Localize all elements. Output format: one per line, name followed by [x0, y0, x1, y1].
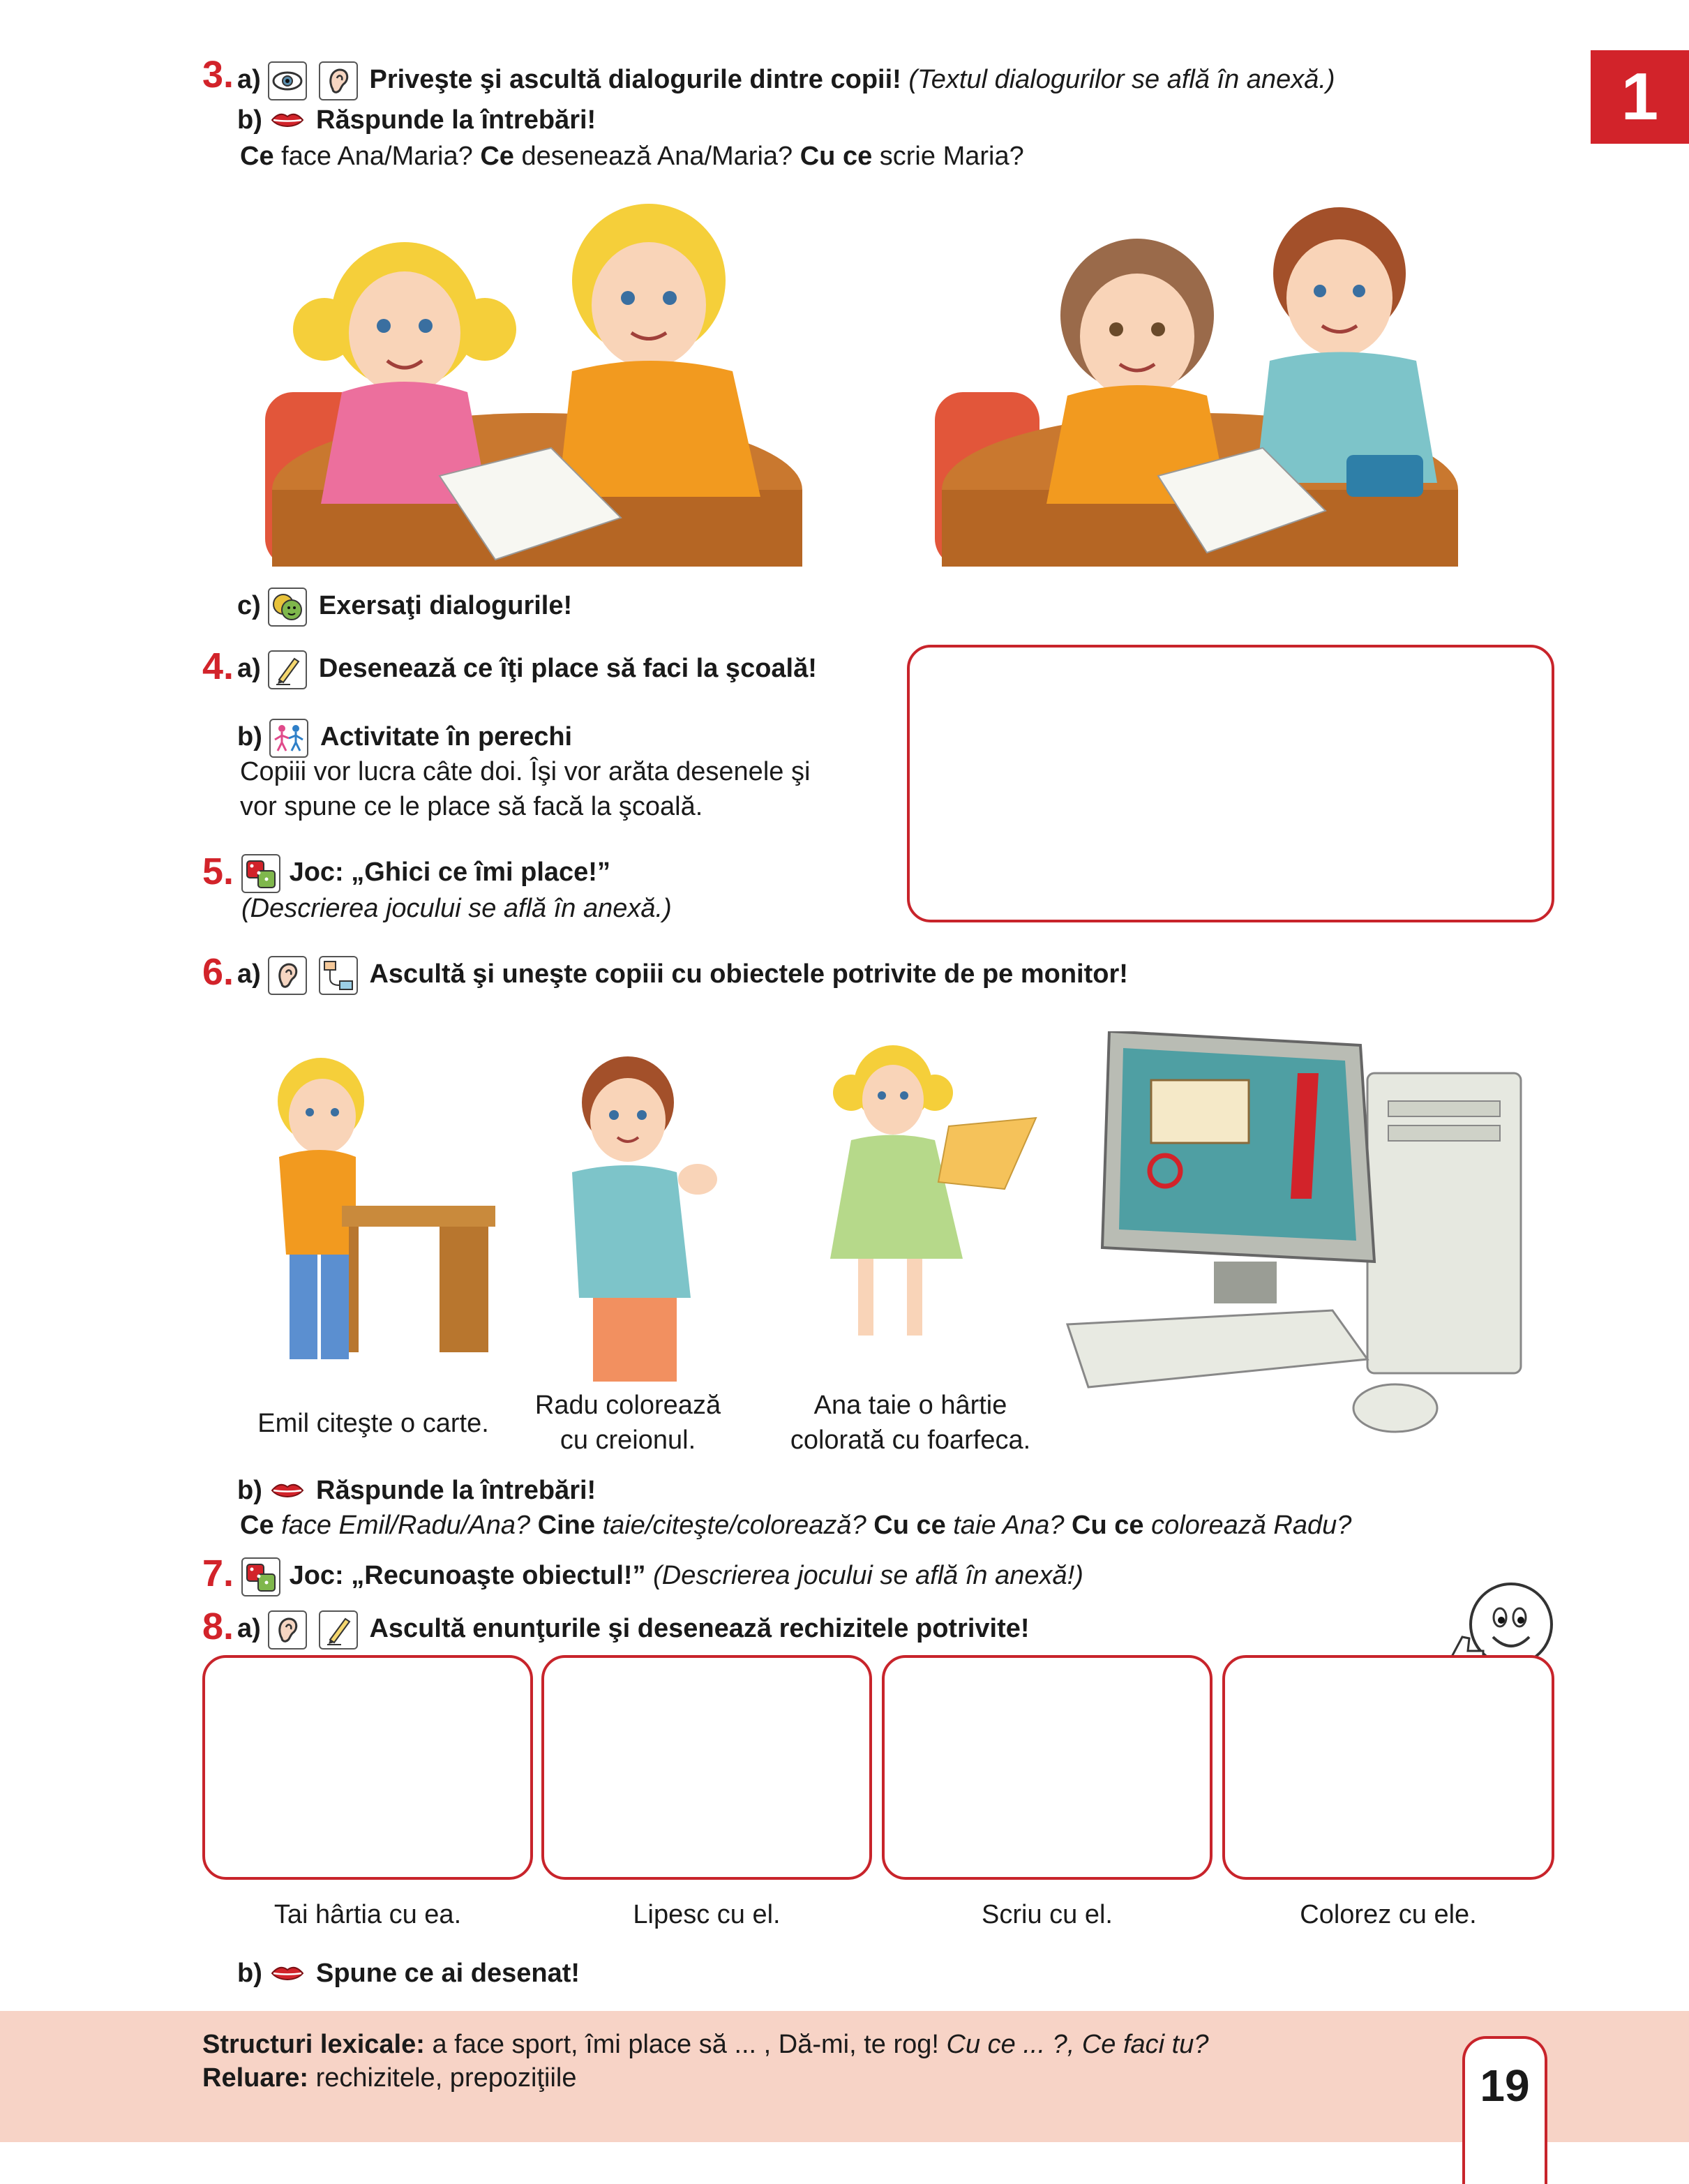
- ex3-a-text: Priveşte şi ascultă dialogurile dintre copii!: [369, 65, 901, 95]
- ex4-b-text: Activitate în perechi: [320, 722, 573, 752]
- ex8-a-label: a): [237, 1614, 261, 1644]
- ex3-b-label: b): [237, 105, 262, 135]
- ex6-a-label: a): [237, 959, 261, 989]
- ex6-number: 6.: [202, 951, 234, 993]
- ex3-a-line: [237, 61, 1335, 100]
- ex7-line: [241, 1557, 1083, 1596]
- ex7-note: (Descrierea jocului se află în anexă!): [653, 1561, 1083, 1591]
- chapter-tab: 1: [1591, 50, 1689, 144]
- ex8-caption-4: Colorez cu ele.: [1300, 1900, 1477, 1929]
- footer-structures: [202, 2028, 1208, 2061]
- q-word: Cu ce: [873, 1511, 946, 1540]
- ex8-a-text: Ascultă enunţurile şi desenează rechizitele potrivite!: [369, 1614, 1030, 1644]
- q-text: face Emil/Radu/Ana?: [273, 1511, 538, 1540]
- ex5-number: 5.: [202, 851, 234, 892]
- ex6-b-text: Răspunde la întrebări!: [316, 1476, 596, 1506]
- ex8-drawing-box-3[interactable]: [882, 1655, 1213, 1880]
- illustration-radu: [530, 1047, 740, 1389]
- lips-icon: [269, 102, 304, 141]
- q-text: scrie Maria?: [872, 142, 1024, 171]
- ex8-b-line: [237, 1955, 580, 1994]
- q-word: Cine: [537, 1511, 596, 1540]
- q-text: face Ana/Maria?: [273, 142, 481, 171]
- q-word: Cu ce: [1072, 1511, 1144, 1540]
- footer-structures-italic: Cu ce ... ?, Ce faci tu?: [946, 2030, 1209, 2059]
- ex4-a-line: [237, 650, 817, 689]
- lips-icon: [269, 1472, 304, 1511]
- ex8-drawing-box-1[interactable]: [202, 1655, 533, 1880]
- ex8-drawing-box-2[interactable]: [541, 1655, 872, 1880]
- ex8-b-label: b): [237, 1959, 262, 1989]
- lips-icon: [269, 1955, 304, 1994]
- ex8-caption-2: Lipesc cu el.: [633, 1900, 781, 1929]
- ex5-note: (Descrierea jocului se află în anexă.): [241, 894, 672, 923]
- ex6-b-line: [237, 1472, 596, 1511]
- theater-masks-icon: [268, 588, 307, 627]
- ex4-a-text: Desenează ce îţi place să faci la şcoală!: [318, 654, 817, 684]
- dice-icon: [241, 1557, 280, 1596]
- q-word: Ce: [240, 142, 274, 171]
- ex8-caption-3: Scriu cu el.: [982, 1900, 1113, 1929]
- illustration-maria-and-friend: [928, 183, 1472, 581]
- ex7-text: Joc: „Recunoaşte obiectul!”: [289, 1561, 646, 1591]
- ex3-questions: [240, 140, 1024, 173]
- ex5-line: [241, 854, 610, 893]
- ex8-caption-1: Tai hârtia cu ea.: [273, 1900, 462, 1929]
- ex4-b-line: [237, 719, 572, 758]
- ex6-caption-radu-2: cu creionul.: [560, 1426, 696, 1455]
- ex3-b-line: [237, 102, 596, 141]
- ex5-text: Joc: „Ghici ce îmi place!”: [289, 858, 610, 888]
- page-number: 19: [1462, 2036, 1547, 2184]
- ex7-number: 7.: [202, 1553, 234, 1594]
- ex4-drawing-box[interactable]: [907, 645, 1554, 922]
- q-text: taie/citeşte/colorează?: [595, 1511, 874, 1540]
- ex4-number: 4.: [202, 645, 234, 687]
- eye-icon: [268, 61, 307, 100]
- footer-reluare-label: Reluare:: [202, 2063, 309, 2093]
- ex3-a-note: (Textul dialogurilor se află în anexă.): [908, 65, 1335, 95]
- ex3-c-label: c): [237, 591, 261, 621]
- ex3-c-line: [237, 588, 572, 627]
- q-word: Ce: [480, 142, 514, 171]
- ex4-b-line2: vor spune ce le place să facă la şcoală.: [240, 792, 703, 821]
- footer-band: [0, 2011, 1689, 2142]
- pencil-icon: [268, 650, 307, 689]
- ex6-caption-ana-2: colorată cu foarfeca.: [790, 1426, 1031, 1455]
- pair-icon: [269, 719, 308, 758]
- ex6-a-line: [237, 956, 1128, 995]
- ex6-questions: [240, 1509, 1351, 1542]
- ear-icon: [268, 956, 307, 995]
- illustration-ana: [795, 1035, 1053, 1356]
- ex6-caption-ana-1: Ana taie o hârtie: [813, 1391, 1007, 1420]
- ex6-a-text: Ascultă şi uneşte copiii cu obiectele potrivite de pe monitor!: [369, 959, 1128, 989]
- q-text: taie Ana?: [945, 1511, 1072, 1540]
- ex6-caption-radu-1: Radu colorează: [534, 1391, 721, 1420]
- ex3-b-text: Răspunde la întrebări!: [316, 105, 596, 135]
- footer-structures-label: Structuri lexicale:: [202, 2030, 425, 2059]
- ex6-b-label: b): [237, 1476, 262, 1506]
- q-text: desenează Ana/Maria?: [513, 142, 800, 171]
- footer-structures-text: a face sport, îmi place să ... , Dă-mi, te rog!: [424, 2030, 947, 2059]
- ex8-b-text: Spune ce ai desenat!: [316, 1959, 580, 1989]
- ex3-a-label: a): [237, 65, 261, 95]
- ex4-b-line1: Copiii vor lucra câte doi. Îşi vor arăta desenele şi: [240, 757, 811, 786]
- ex8-a-line: [237, 1610, 1030, 1650]
- connect-icon: [319, 956, 358, 995]
- ear-icon: [268, 1610, 307, 1650]
- ex3-c-text: Exersaţi dialogurile!: [318, 591, 573, 621]
- ex6-caption-emil: Emil citeşte o carte.: [257, 1409, 489, 1438]
- ex8-number: 8.: [202, 1606, 234, 1647]
- footer-reluare-text: rechizitele, prepoziţiile: [308, 2063, 577, 2093]
- ex8-drawing-box-4[interactable]: [1222, 1655, 1554, 1880]
- q-word: Ce: [240, 1511, 274, 1540]
- illustration-computer: [1060, 1031, 1563, 1443]
- ear-icon: [319, 61, 358, 100]
- illustration-ana-and-friend: [258, 183, 816, 581]
- ex4-b-label: b): [237, 722, 262, 752]
- dice-icon: [241, 854, 280, 893]
- footer-reluare: [202, 2061, 576, 2095]
- ex4-a-label: a): [237, 654, 261, 684]
- pencil-icon: [319, 1610, 358, 1650]
- illustration-emil-desk: [237, 1052, 502, 1387]
- q-word: Cu ce: [800, 142, 873, 171]
- q-text: colorează Radu?: [1143, 1511, 1352, 1540]
- ex3-number: 3.: [202, 54, 234, 96]
